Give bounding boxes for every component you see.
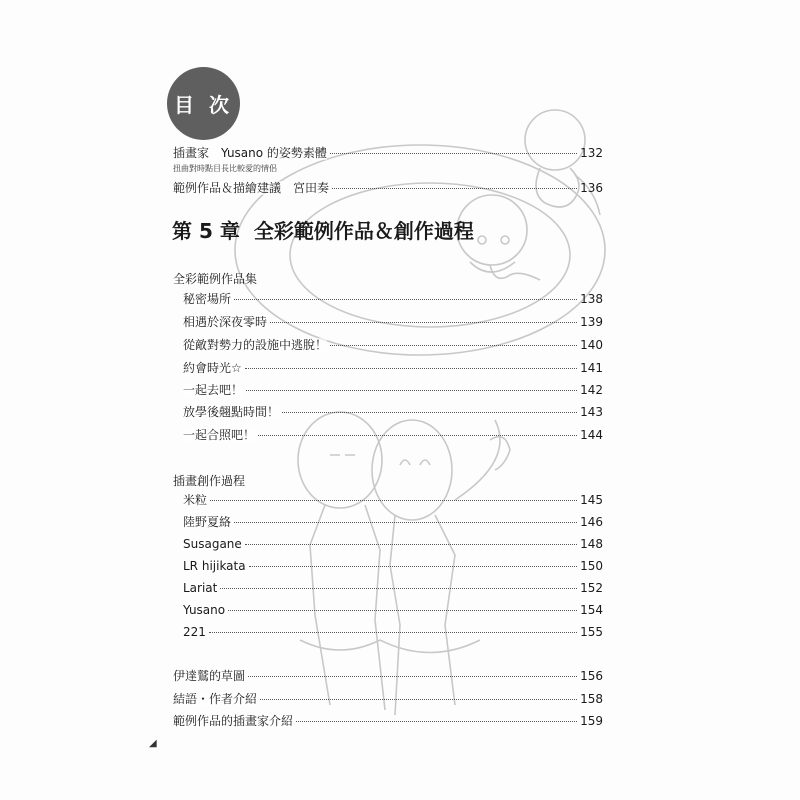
chapter-number: 第 5 章 [172, 219, 240, 243]
toc-entry-label: 範例作品＆描繪建議 宮田奏 [173, 181, 330, 195]
toc-entry-page: 150 [580, 559, 603, 573]
toc-entry-illustrators[interactable] [173, 714, 603, 728]
leader-dots [332, 188, 577, 189]
toc-entry[interactable] [183, 559, 603, 573]
toc-entry-page: 141 [580, 361, 603, 375]
toc-entry[interactable] [183, 338, 603, 352]
toc-entry-label: 陸野夏絡 [183, 515, 232, 529]
toc-entry-page: 154 [580, 603, 603, 617]
toc-entry-page: 145 [580, 493, 603, 507]
toc-entry-sketches[interactable] [173, 669, 603, 683]
toc-entry[interactable] [183, 537, 603, 551]
leader-dots [245, 544, 577, 545]
toc-entry[interactable] [183, 428, 603, 442]
toc-entry-page: 136 [580, 181, 603, 195]
toc-entry-page: 155 [580, 625, 603, 639]
toc-badge-label: 目 次 [174, 93, 233, 117]
toc-entry[interactable] [183, 581, 603, 595]
toc-entry-page: 156 [580, 669, 603, 683]
toc-entry[interactable] [183, 292, 603, 306]
leader-dots [270, 322, 577, 323]
leader-dots [234, 299, 577, 300]
toc-entry-page: 140 [580, 338, 603, 352]
toc-entry-label: 相遇於深夜零時 [183, 315, 268, 329]
toc-entry-label: 約會時光☆ [183, 361, 242, 375]
toc-entry-page: 152 [580, 581, 603, 595]
toc-entry-label: 一起合照吧！ [183, 428, 256, 442]
toc-entry-label: Yusano [183, 603, 226, 617]
leader-dots [246, 390, 577, 391]
section-title-fullcolor: 全彩範例作品集 [173, 272, 258, 286]
toc-entry-label: 範例作品的插畫家介紹 [173, 714, 294, 728]
toc-entry-label: 伊達鷲的草圖 [173, 669, 246, 683]
toc-entry-page: 139 [580, 315, 603, 329]
chapter-title: 全彩範例作品＆創作過程 [253, 219, 474, 243]
toc-entry-page: 148 [580, 537, 603, 551]
section-title-process: 插畫創作過程 [173, 474, 246, 488]
toc-entry-page: 159 [580, 714, 603, 728]
chapter-heading [172, 215, 474, 244]
toc-entry-page: 142 [580, 383, 603, 397]
toc-entry[interactable] [183, 493, 603, 507]
toc-entry-label: 米粒 [183, 493, 208, 507]
leader-dots [296, 721, 577, 722]
toc-entry-afterword[interactable] [173, 692, 603, 706]
toc-entry-label: 結語・作者介紹 [173, 692, 258, 706]
toc-entry-label: 插畫家 Yusano 的姿勢素體 [173, 146, 327, 160]
leader-dots [260, 699, 577, 700]
toc-badge [167, 67, 240, 140]
leader-dots [210, 500, 577, 501]
toc-entry[interactable] [183, 315, 603, 329]
toc-entry-label: LR hijikata [183, 559, 246, 573]
toc-entry-label: 秘密場所 [183, 292, 232, 306]
toc-entry-page: 143 [580, 405, 603, 419]
toc-entry-label: 從敵對勢力的設施中逃脫！ [183, 338, 328, 352]
leader-dots [330, 153, 577, 154]
toc-entry[interactable] [183, 383, 603, 397]
leader-dots [209, 632, 577, 633]
toc-entry-miyata[interactable] [173, 181, 603, 195]
toc-entry-label: 放學後翹點時間！ [183, 405, 280, 419]
toc-entry-subtitle: 扭曲對時點目長比較愛的情侶 [173, 164, 277, 173]
leader-dots [282, 412, 577, 413]
leader-dots [249, 566, 577, 567]
toc-entry-page: 138 [580, 292, 603, 306]
toc-entry[interactable] [183, 515, 603, 529]
leader-dots [228, 610, 577, 611]
toc-entry-label: Susagane [183, 537, 242, 551]
toc-entry-page: 144 [580, 428, 603, 442]
leader-dots [245, 368, 577, 369]
corner-mark: ◢ [149, 738, 157, 749]
leader-dots [330, 345, 577, 346]
leader-dots [258, 435, 577, 436]
toc-entry-page: 158 [580, 692, 603, 706]
toc-entry[interactable] [183, 361, 603, 375]
leader-dots [220, 588, 577, 589]
toc-entry-page: 132 [580, 146, 603, 160]
toc-entry[interactable] [183, 405, 603, 419]
toc-entry-label: 一起去吧！ [183, 383, 244, 397]
toc-entry-label: 221 [183, 625, 206, 639]
toc-entry[interactable] [183, 625, 603, 639]
toc-entry[interactable] [183, 603, 603, 617]
leader-dots [248, 676, 577, 677]
toc-entry-yusano-pose[interactable] [173, 146, 603, 160]
leader-dots [234, 522, 577, 523]
toc-entry-page: 146 [580, 515, 603, 529]
toc-entry-label: Lariat [183, 581, 218, 595]
